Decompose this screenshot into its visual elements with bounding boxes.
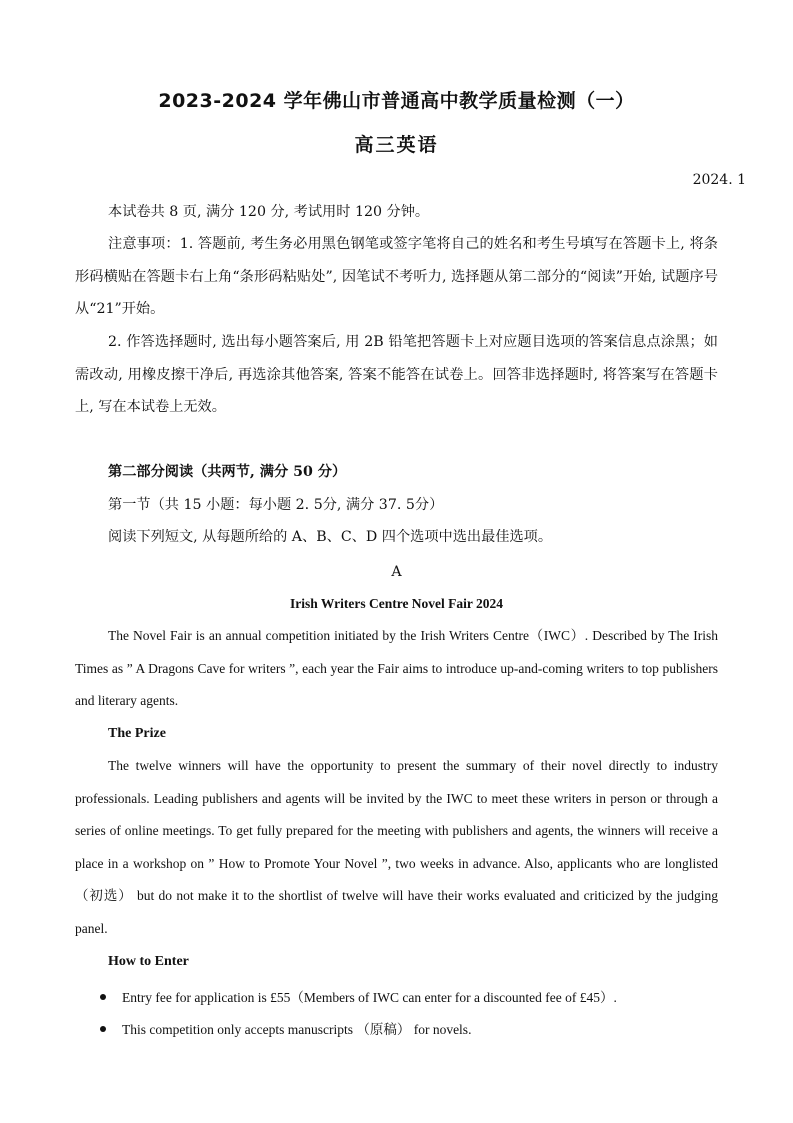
exam-title: 2023-2024 学年佛山市普通高中教学质量检测（一） [158, 90, 635, 112]
exam-subtitle: 高三英语 [354, 134, 439, 156]
section-instruction: 阅读下列短文, 从每题所给的 A、B、C、D 四个选项中选出最佳选项。 [108, 529, 553, 545]
intro-line: 本试卷共 8 页, 满分 120 分, 考试用时 120 分钟。 [108, 204, 430, 220]
list-item-text: Entry fee for application is £55（Members of IWC can enter for a discounted fee of £45）. [122, 990, 617, 1005]
passage-title: Irish Writers Centre Novel Fair 2024 [289, 596, 504, 611]
list-item-text: This competition only accepts manuscripts （原稿） for novels. [122, 1022, 472, 1037]
heading-how-to-enter: How to Enter [108, 954, 189, 969]
list-item [100, 986, 617, 1006]
passage-letter: A [391, 564, 402, 580]
passage-paragraph-1: The Novel Fair is an annual competition initiated by the Irish Writers Centre（IWC）. Described by The Irish Times as ” A Dragons Cave for writers ”, each year the Fair aims to introduce up-and-coming writers to top publishers and literary agents. [75, 628, 718, 709]
note-2: 2. 作答选择题时, 选出每小题答案后, 用 2B 铅笔把答题卡上对应题目选项的答案信息点涂黑；如需改动, 用橡皮擦干净后, 再选涂其他答案, 答案不能答在试卷上。回答非选择题时, 将答案写在答题卡上, 写在本试卷上无效。 [75, 334, 718, 415]
part-title: 第二部分阅读（共两节, 满分 50 分） [108, 464, 347, 480]
bullet-icon [100, 994, 106, 1000]
exam-date: 2024. 1 [692, 172, 746, 188]
bullet-icon [100, 1026, 106, 1032]
section-subtitle: 第一节（共 15 小题：每小题 2. 5分, 满分 37. 5分） [108, 497, 444, 513]
heading-prize: The Prize [108, 726, 166, 741]
passage-paragraph-2: The twelve winners will have the opportunity to present the summary of their novel directly to industry professionals. Leading publishers and agents will be invited by the IWC to meet these writers in person or through a series of online meetings. To get fully prepared for the meeting with publishers and agents, the winners will receive a place in a workshop on ” How to Promote Your Novel ”, two weeks in advance. Also, applicants who are longlisted （初选） but do not make it to the shortlist of twelve will have their works evaluated and criticized by the judging panel. [75, 758, 718, 936]
note-1: 注意事项：1. 答题前, 考生务必用黑色钢笔或签字笔将自己的姓名和考生号填写在答题卡上, 将条形码横贴在答题卡右上角“条形码粘贴处”, 因笔试不考听力, 选择题从第二部分的“阅读”开始, 试题序号从“21”开始。 [75, 236, 718, 317]
list-item [100, 1018, 471, 1038]
